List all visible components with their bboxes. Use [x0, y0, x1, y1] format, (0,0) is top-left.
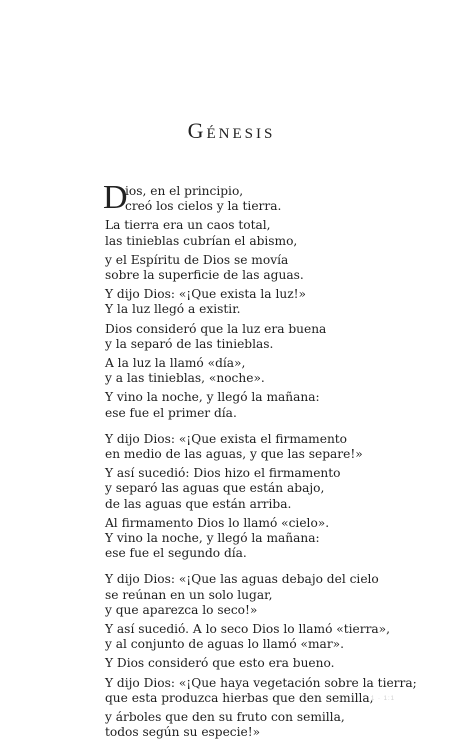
verse-line: Y dijo Dios: «¡Que exista el firmamento: [105, 431, 348, 446]
verse-line: Y así sucedió: Dios hizo el firmamento: [105, 466, 341, 481]
verse-line: todos según su especie!»: [105, 725, 261, 740]
verse-line: y el Espíritu de Dios se movía: [105, 252, 289, 267]
stanza-7: [105, 390, 450, 420]
verse-line: ios, en el principio,: [125, 184, 244, 198]
verse-line: Y dijo Dios: «¡Que exista la luz!»: [105, 287, 306, 302]
verse-line: Al firmamento Dios lo llamó «cielo».: [105, 515, 330, 530]
stanza-15: [105, 710, 450, 740]
verse-line: Y dijo Dios: «¡Que haya vegetación sobre la tierra;: [105, 675, 417, 690]
verse-line: Dios consideró que la luz era buena: [105, 321, 327, 336]
stanza-9: [105, 466, 450, 512]
stanza-8: [105, 432, 450, 462]
stanza-3: [105, 253, 450, 283]
page-folio: 1 · 1:1: [371, 696, 396, 702]
verse-line: Y la luz llegó a existir.: [105, 302, 241, 317]
stanza-1: [105, 184, 450, 214]
stanza-10: [105, 516, 450, 562]
verse-line: A la luz la llamó «día»,: [105, 356, 246, 371]
verse-line: y la separó de las tinieblas.: [105, 336, 274, 351]
stanza-5: [105, 322, 450, 352]
verse-line: y separó las aguas que están abajo,: [105, 481, 325, 496]
verse-line: y al conjunto de aguas lo llamó «mar».: [105, 637, 344, 652]
stanza-4: [105, 287, 450, 317]
verse-line: ese fue el primer día.: [105, 405, 237, 420]
verse-line: las tinieblas cubrían el abismo,: [105, 233, 298, 248]
verse-line: Y así sucedió. A lo seco Dios lo llamó «tierra»,: [105, 622, 391, 637]
drop-cap: D: [103, 179, 128, 216]
verse-line: Y vino la noche, y llegó la mañana:: [105, 531, 320, 546]
stanza-14: [105, 676, 450, 706]
verse-line: se reúnan en un solo lugar,: [105, 587, 273, 602]
verse-line: y que aparezca lo seco!»: [105, 602, 258, 617]
page-title: Génesis: [187, 118, 276, 143]
verse-line: Y vino la noche, y llegó la mañana:: [105, 390, 320, 405]
verse-line: y a las tinieblas, «noche».: [105, 371, 265, 386]
stanza-13: [105, 656, 450, 671]
stanza-12: [105, 622, 450, 652]
verse-line: y árboles que den su fruto con semilla,: [105, 710, 345, 725]
verse-line: creó los cielos y la tierra.: [125, 199, 282, 214]
stanza-11: [105, 572, 450, 618]
verse-line: en medio de las aguas, y que las separe!»: [105, 447, 363, 462]
verse-line: Y Dios consideró que esto era bueno.: [105, 656, 335, 671]
verse-line: sobre la superficie de las aguas.: [105, 268, 304, 283]
verse-line: de las aguas que están arriba.: [105, 496, 292, 511]
verse-line: ese fue el segundo día.: [105, 546, 247, 561]
stanza-2: [105, 218, 450, 248]
stanza-6: [105, 356, 450, 386]
poem-body: [103, 179, 450, 741]
verse-line: La tierra era un caos total,: [105, 218, 271, 233]
verse-line: que esta produzca hierbas que den semilla,: [105, 690, 374, 705]
verse-line: Y dijo Dios: «¡Que las aguas debajo del cielo: [105, 572, 379, 587]
